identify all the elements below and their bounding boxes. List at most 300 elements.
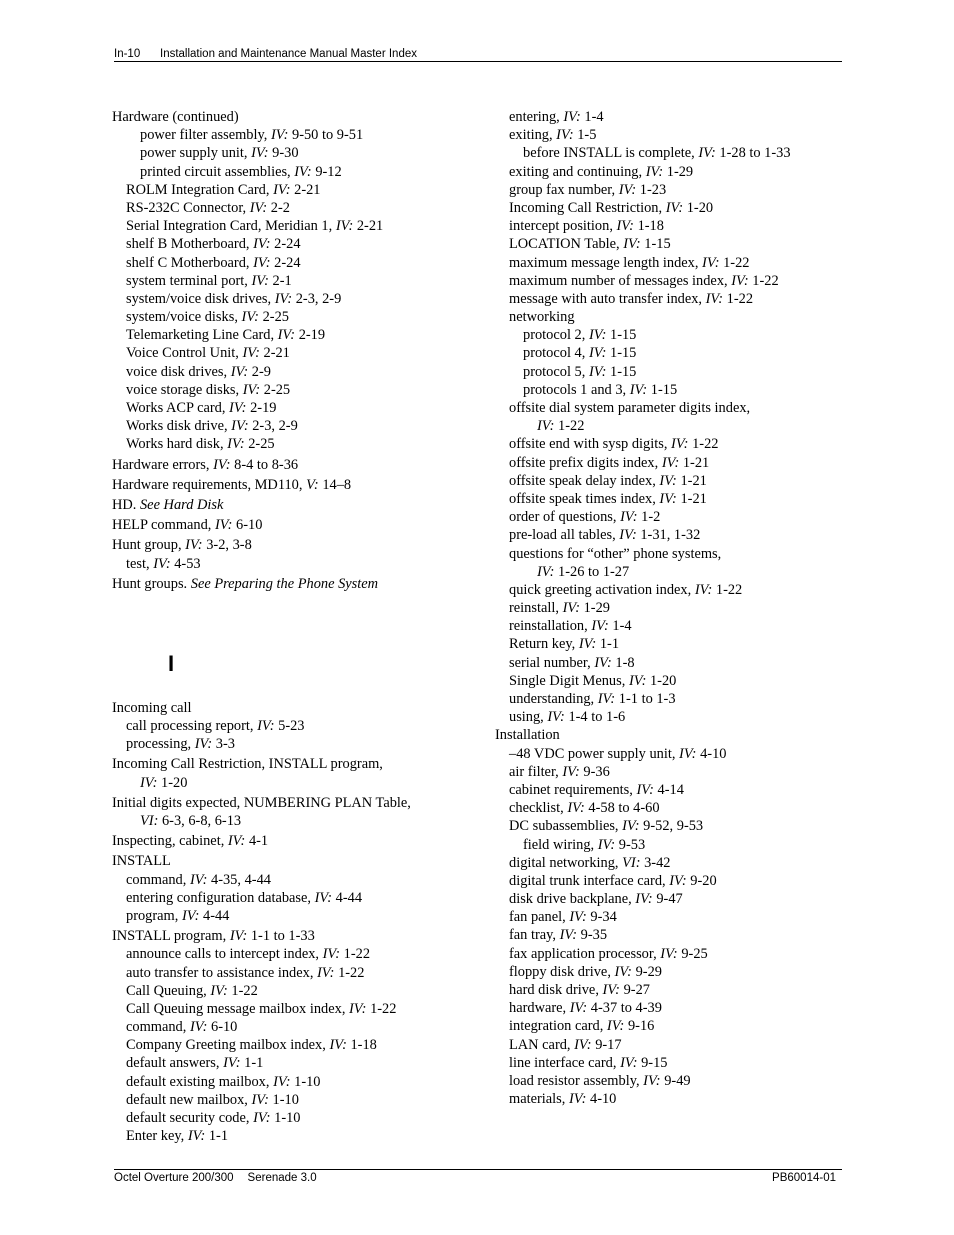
volume-label: IV:	[679, 745, 697, 762]
page-reference: 1-22	[719, 254, 750, 271]
volume-label: IV:	[210, 982, 228, 999]
index-entry	[495, 999, 840, 1017]
index-entry	[112, 1109, 492, 1127]
entry-term: message with auto transfer index,	[509, 290, 706, 307]
volume-label: IV:	[242, 381, 261, 398]
entry-term: entering,	[509, 109, 564, 125]
volume-label: IV:	[698, 145, 716, 162]
volume-label: IV:	[669, 872, 687, 889]
volume-label: IV:	[274, 290, 293, 307]
page-reference: 1-29	[580, 600, 610, 617]
page-reference: 2-21	[290, 181, 321, 198]
page-reference: 4-44	[199, 907, 230, 924]
page-header	[114, 46, 842, 62]
volume-label: IV:	[597, 836, 616, 853]
volume-label: IV:	[588, 345, 607, 362]
index-entry	[112, 181, 492, 199]
volume-label: IV:	[614, 963, 632, 980]
index-entry	[112, 1018, 492, 1036]
page-reference: 1-1	[240, 1055, 264, 1072]
index-entry	[495, 326, 840, 344]
entry-term: hard disk drive,	[509, 982, 603, 998]
index-entry	[112, 575, 492, 593]
entry-term: hardware,	[509, 1000, 570, 1017]
volume-label: IV:	[194, 736, 213, 753]
index-entry	[495, 1017, 840, 1035]
volume-label: IV:	[563, 109, 581, 125]
index-entry	[495, 817, 840, 835]
volume-label: IV:	[153, 555, 171, 572]
volume-label: IV:	[140, 774, 158, 791]
volume-label: IV:	[230, 363, 249, 380]
volume-label: IV:	[665, 199, 684, 216]
index-entry	[495, 199, 840, 217]
index-entry	[112, 326, 492, 344]
page-reference: 2-19	[295, 327, 326, 344]
index-entry	[495, 181, 840, 199]
index-entry	[112, 794, 492, 812]
page-reference: 2-2	[267, 199, 290, 216]
page-reference: 1-10	[290, 1073, 321, 1090]
volume-label: IV:	[213, 456, 231, 473]
page-reference: 2-24	[270, 236, 301, 253]
volume-label: IV:	[567, 800, 585, 817]
volume-label: IV:	[569, 1000, 588, 1017]
volume-label: IV:	[645, 163, 664, 180]
volume-label: IV:	[253, 1110, 271, 1126]
index-entry	[495, 308, 840, 326]
entry-term: intercept position,	[509, 218, 617, 235]
entry-term: power filter assembly,	[140, 127, 271, 144]
entry-term: Incoming Call Restriction,	[509, 199, 666, 216]
index-entry	[112, 945, 492, 963]
index-entry	[112, 555, 492, 573]
page-reference: 1-15	[640, 236, 671, 253]
volume-label: IV:	[251, 145, 269, 162]
entry-term: ROLM Integration Card,	[126, 181, 274, 198]
volume-label: IV:	[537, 418, 555, 435]
index-entry	[495, 399, 840, 417]
index-entry	[495, 1036, 840, 1054]
header-title: Installation and Maintenance Manual Master Index	[160, 48, 417, 60]
entry-term: shelf B Motherboard,	[126, 236, 254, 253]
footer-product: Octel Overture 200/300	[114, 1172, 234, 1184]
index-entry	[495, 545, 840, 563]
volume-label: IV:	[322, 946, 341, 963]
volume-label: IV:	[537, 563, 555, 580]
entry-term: HD.	[112, 496, 140, 513]
index-entry	[495, 781, 840, 799]
volume-label: VI:	[140, 813, 159, 829]
index-entry	[112, 476, 492, 494]
page-reference: 1-22	[334, 964, 365, 981]
footer-release: Serenade 3.0	[247, 1172, 317, 1184]
volume-label: IV:	[629, 381, 648, 398]
entry-term: offsite prefix digits index,	[509, 454, 662, 471]
entry-term: processing,	[126, 736, 195, 753]
index-entry	[495, 1090, 840, 1108]
volume-label: IV:	[253, 254, 271, 271]
page-reference: 1-20	[646, 672, 677, 689]
entry-term: networking	[509, 309, 575, 326]
page-reference: 2-21	[353, 218, 384, 235]
index-entry	[495, 908, 840, 926]
volume-label: VI:	[622, 854, 641, 871]
volume-label: IV:	[335, 218, 354, 235]
volume-label: IV:	[253, 236, 271, 253]
entry-term: offsite speak times index,	[509, 490, 660, 507]
page-reference: 1-21	[679, 454, 710, 471]
entry-term: exiting,	[509, 127, 557, 144]
see-reference: See Preparing the Phone System	[190, 575, 379, 592]
index-entry	[112, 982, 492, 1000]
page-reference: 6-10	[207, 1019, 238, 1036]
entry-term: maximum number of messages index,	[509, 272, 732, 289]
volume-label: IV:	[628, 672, 647, 689]
entry-term: integration card,	[509, 1018, 607, 1035]
entry-term: Works disk drive,	[126, 418, 232, 435]
entry-term: digital networking,	[509, 854, 623, 871]
entry-term: fan panel,	[509, 909, 570, 926]
section-gap	[112, 593, 492, 649]
index-entry	[495, 363, 840, 381]
page-reference: 1-21	[676, 490, 707, 507]
index-entry	[495, 126, 840, 144]
index-entry	[112, 108, 492, 126]
page-reference: 9-29	[631, 963, 662, 980]
page-reference: 2-3, 2-9	[292, 290, 342, 307]
page-reference: 3-2, 3-8	[202, 537, 252, 554]
volume-label: IV:	[273, 1073, 291, 1090]
page-reference: 1-22	[723, 290, 754, 307]
entry-term: auto transfer to assistance index,	[126, 964, 318, 981]
page-reference: 2-25	[244, 436, 275, 453]
index-entry	[495, 108, 840, 126]
page-reference: 9-53	[615, 836, 646, 853]
index-entry	[495, 617, 840, 635]
index-entry	[495, 981, 840, 999]
volume-label: IV:	[214, 517, 233, 534]
page-reference: 1-2	[637, 509, 661, 526]
entry-term: INSTALL	[112, 853, 171, 870]
page-reference: 6-3, 6-8, 6-13	[158, 813, 242, 829]
entry-term: Hardware requirements, MD110,	[112, 476, 307, 493]
page-reference: 1-8	[611, 654, 635, 671]
index-entry	[112, 871, 492, 889]
volume-label: IV:	[661, 454, 680, 471]
volume-label: IV:	[588, 327, 607, 344]
entry-term: line interface card,	[509, 1054, 621, 1071]
volume-label: IV:	[231, 418, 249, 435]
volume-label: IV:	[257, 718, 275, 735]
entry-term: field wiring,	[523, 836, 598, 853]
index-entry	[112, 832, 492, 850]
entry-term: protocol 2,	[523, 327, 589, 344]
entry-term: LAN card,	[509, 1036, 575, 1053]
page-reference: 1-1	[205, 1128, 229, 1145]
index-entry	[112, 717, 492, 735]
volume-label: IV:	[659, 472, 677, 489]
page-reference: 4-37 to 4-39	[587, 1000, 662, 1017]
entry-term: Inspecting, cabinet,	[112, 833, 228, 850]
page-reference: 9-35	[577, 927, 608, 944]
entry-term: Call Queuing,	[126, 982, 211, 999]
page-reference: 2-25	[258, 309, 289, 326]
volume-label: IV:	[227, 436, 245, 453]
volume-label: IV:	[574, 1036, 592, 1053]
page-reference: 2-3, 2-9	[248, 418, 298, 435]
index-entry	[495, 144, 840, 162]
volume-label: IV:	[620, 509, 638, 526]
page-reference: 1-23	[636, 181, 667, 198]
index-entry	[112, 1036, 492, 1054]
volume-label: IV:	[694, 581, 713, 598]
entry-term: protocols 1 and 3,	[523, 381, 630, 398]
volume-label: IV:	[559, 927, 578, 944]
volume-label: IV:	[181, 907, 200, 924]
entry-term: floppy disk drive,	[509, 963, 615, 980]
page-reference: 1-10	[268, 1091, 299, 1108]
page-reference: 4-1	[245, 833, 269, 850]
index-entry	[112, 1127, 492, 1145]
page-reference: 3-42	[640, 854, 671, 871]
entry-term: system terminal port,	[126, 272, 252, 289]
entry-term: shelf C Motherboard,	[126, 254, 254, 271]
volume-label: IV:	[556, 127, 574, 144]
index-entry	[112, 163, 492, 181]
entry-term: digital trunk interface card,	[509, 872, 670, 889]
volume-label: IV:	[562, 600, 581, 617]
volume-label: IV:	[273, 181, 291, 198]
volume-label: IV:	[702, 254, 720, 271]
entry-term: understanding,	[509, 691, 598, 707]
entry-term: group fax number,	[509, 181, 619, 198]
entry-term: offsite speak delay index,	[509, 472, 660, 489]
volume-label: IV:	[562, 763, 580, 780]
entry-term: test,	[126, 555, 154, 572]
page-reference: 4-10	[696, 745, 727, 762]
page-reference: 9-27	[619, 982, 650, 998]
volume-label: IV:	[643, 1072, 661, 1089]
entry-term: Serial Integration Card, Meridian 1,	[126, 218, 336, 235]
index-entry	[112, 812, 492, 830]
entry-term: pre-load all tables,	[509, 527, 620, 544]
volume-label: IV:	[618, 181, 637, 198]
volume-label: IV:	[568, 1091, 587, 1108]
page-reference: 14–8	[318, 476, 352, 493]
page-reference: 1-26 to 1-27	[554, 563, 630, 580]
index-entry	[112, 889, 492, 907]
entry-term: questions for “other” phone systems,	[509, 545, 722, 562]
volume-label: IV:	[349, 1000, 367, 1017]
entry-term: serial number,	[509, 654, 595, 671]
index-entry	[495, 581, 840, 599]
page-reference: 4-53	[170, 555, 201, 572]
index-entry	[112, 852, 492, 870]
index-entry	[495, 272, 840, 290]
page-number: In-10	[114, 48, 141, 60]
entry-term: fax application processor,	[509, 945, 661, 962]
page-reference: 1-18	[633, 218, 664, 235]
page-reference: 1-4	[580, 109, 604, 125]
page-reference: 9-16	[624, 1018, 655, 1035]
index-entry	[495, 963, 840, 981]
page-reference: 9-36	[579, 763, 610, 780]
index-entry	[112, 308, 492, 326]
entry-term: command,	[126, 1019, 190, 1036]
entry-term: –48 VDC power supply unit,	[509, 745, 680, 762]
page-reference: 1-20	[683, 199, 714, 216]
entry-term: Hardware (continued)	[112, 109, 239, 125]
volume-label: IV:	[189, 871, 208, 888]
index-entry	[495, 454, 840, 472]
index-entry	[112, 456, 492, 474]
entry-term: announce calls to intercept index,	[126, 946, 323, 963]
page-reference: 1-1 to 1-33	[247, 928, 315, 945]
index-entry	[495, 1054, 840, 1072]
entry-term: Hardware errors,	[112, 456, 214, 473]
index-entry	[495, 163, 840, 181]
index-entry	[112, 1073, 492, 1091]
volume-label: IV:	[294, 163, 312, 180]
index-entry	[495, 508, 840, 526]
page-reference: 4-35, 4-44	[207, 871, 271, 888]
entry-term: protocol 5,	[523, 363, 589, 380]
index-entry	[495, 563, 840, 581]
index-entry	[495, 945, 840, 963]
index-entry	[495, 526, 840, 544]
index-entry	[495, 254, 840, 272]
volume-label: IV:	[229, 928, 248, 945]
page-reference: 9-52, 9-53	[639, 818, 704, 835]
index-entry	[495, 490, 840, 508]
volume-label: IV:	[705, 290, 724, 307]
entry-term: Company Greeting mailbox index,	[126, 1037, 330, 1054]
entry-term: Single Digit Menus,	[509, 672, 629, 689]
entry-term: cabinet requirements,	[509, 781, 637, 798]
volume-label: IV:	[251, 272, 269, 289]
page-reference: 1-29	[663, 163, 694, 180]
index-column-right	[495, 108, 840, 1108]
section-gap	[112, 679, 492, 699]
entry-term: default new mailbox,	[126, 1091, 252, 1108]
entry-term: maximum message length index,	[509, 254, 703, 271]
entry-term: entering configuration database,	[126, 889, 315, 906]
entry-term: materials,	[509, 1091, 569, 1108]
volume-label: IV:	[622, 818, 640, 835]
page-reference: 1-15	[606, 345, 637, 362]
page-reference: 3-3	[212, 736, 235, 753]
entry-term: LOCATION Table,	[509, 236, 624, 253]
volume-label: IV:	[329, 1037, 347, 1054]
entry-term: program,	[126, 907, 182, 924]
index-entry	[495, 344, 840, 362]
page-footer	[114, 1170, 842, 1186]
index-column-left	[112, 108, 492, 1145]
section-letter: I	[168, 650, 175, 676]
volume-label: IV:	[185, 537, 203, 554]
page-reference: 1-10	[270, 1110, 301, 1126]
entry-term: Works ACP card,	[126, 400, 230, 416]
volume-label: IV:	[189, 1019, 208, 1036]
volume-label: IV:	[671, 436, 689, 453]
volume-label: IV:	[616, 218, 634, 235]
index-entry	[495, 854, 840, 872]
index-entry	[112, 755, 492, 773]
index-entry	[495, 472, 840, 490]
volume-label: IV:	[270, 127, 289, 144]
page-reference: 9-20	[686, 872, 717, 889]
volume-label: IV:	[597, 691, 616, 707]
page-reference: 9-47	[652, 891, 683, 908]
index-entry	[495, 217, 840, 235]
entry-term: checklist,	[509, 800, 568, 817]
index-entry	[112, 536, 492, 554]
entry-term: Telemarketing Line Card,	[126, 327, 278, 344]
index-entry	[112, 516, 492, 534]
page-reference: 1-21	[676, 472, 707, 489]
entry-term: quick greeting activation index,	[509, 581, 695, 598]
index-entry	[495, 872, 840, 890]
page-reference: 2-24	[270, 254, 301, 271]
entry-term: INSTALL program,	[112, 928, 230, 945]
page-reference: 1-22	[748, 272, 779, 289]
page-reference: 2-19	[246, 400, 277, 416]
entry-term: system/voice disks,	[126, 309, 242, 326]
entry-term: RS-232C Connector,	[126, 199, 250, 216]
volume-label: IV:	[606, 1018, 625, 1035]
volume-label: IV:	[223, 1055, 241, 1072]
index-entry	[112, 344, 492, 362]
entry-term: voice storage disks,	[126, 381, 243, 398]
index-entry	[112, 496, 492, 514]
page-reference: 2-1	[268, 272, 292, 289]
entry-term: Hunt group,	[112, 537, 186, 554]
entry-term: HELP command,	[112, 517, 215, 534]
page-reference: 1-4 to 1-6	[564, 709, 626, 726]
volume-label: IV:	[277, 327, 296, 344]
entry-term: reinstallation,	[509, 618, 592, 635]
volume-label: IV:	[636, 781, 654, 798]
entry-term: load resistor assembly,	[509, 1072, 644, 1089]
index-entry	[495, 381, 840, 399]
page-reference: 9-49	[660, 1072, 691, 1089]
entry-term: default security code,	[126, 1110, 254, 1126]
volume-label: IV:	[251, 1091, 269, 1108]
volume-label: IV:	[594, 654, 612, 671]
page-reference: 2-9	[248, 363, 271, 380]
index-entry	[495, 890, 840, 908]
header-rule	[114, 61, 842, 62]
volume-label: IV:	[591, 618, 609, 635]
entry-term: Hunt groups.	[112, 575, 191, 592]
page-reference: 1-22	[688, 436, 719, 453]
page-reference: 1-15	[606, 327, 637, 344]
index-entry	[112, 144, 492, 162]
index-entry	[495, 290, 840, 308]
index-entry	[495, 417, 840, 435]
entry-term: order of questions,	[509, 509, 621, 526]
entry-term: system/voice disk drives,	[126, 290, 275, 307]
index-entry	[112, 126, 492, 144]
index-entry	[495, 726, 840, 744]
index-entry	[495, 708, 840, 726]
page-reference: 1-22	[554, 418, 585, 435]
page-reference: 1-1	[596, 636, 620, 653]
volume-label: IV:	[731, 272, 749, 289]
page-reference: 4-58 to 4-60	[584, 800, 660, 817]
entry-term: command,	[126, 871, 190, 888]
